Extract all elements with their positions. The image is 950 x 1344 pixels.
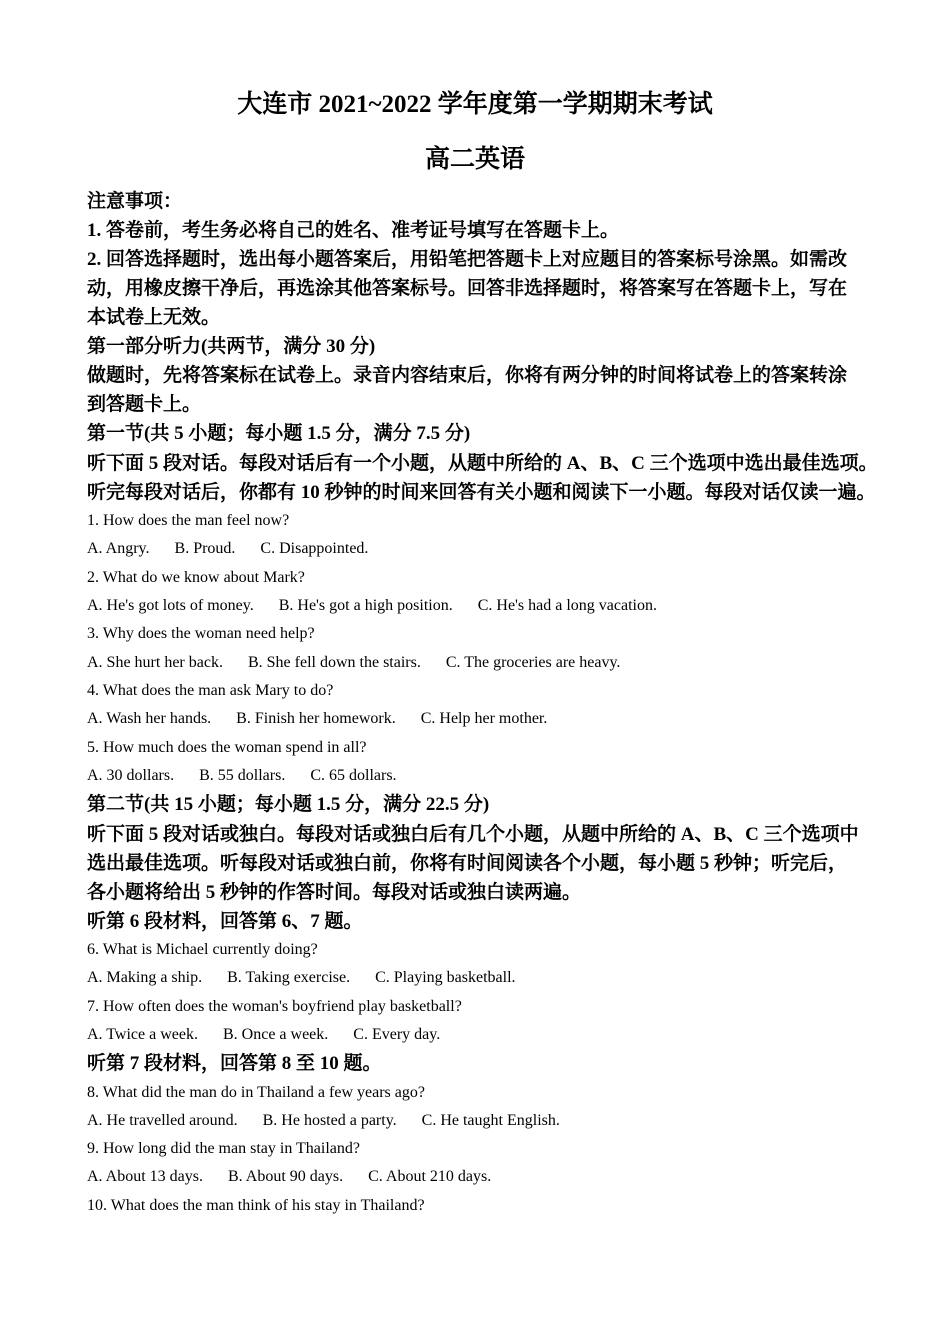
question-1-option-a: A. Angry. bbox=[87, 540, 150, 557]
question-7-option-b: B. Once a week. bbox=[222, 1026, 329, 1043]
section1-heading: 第一节(共 5 小题；每小题 1.5 分，满分 7.5 分) bbox=[87, 423, 471, 444]
question-3-option-b: B. She fell down the stairs. bbox=[247, 654, 421, 671]
question-8-option-c: C. He taught English. bbox=[421, 1112, 560, 1129]
notice-item-2-line-2: 动，用橡皮擦干净后，再选涂其他答案标号。回答非选择题时，将答案写在答题卡上，写在 bbox=[87, 278, 848, 299]
question-9-option-a: A. About 13 days. bbox=[87, 1168, 203, 1185]
section1-instructions-line-2: 听完每段对话后，你都有 10 秒钟的时间来回答有关小题和阅读下一小题。每段对话仅读一遍。 bbox=[87, 482, 876, 503]
question-9-option-c: C. About 210 days. bbox=[368, 1168, 492, 1185]
question-3-option-c: C. The groceries are heavy. bbox=[445, 654, 621, 671]
question-8: 8. What did the man do in Thailand a few years ago? bbox=[87, 1084, 425, 1101]
section2-heading: 第二节(共 15 小题；每小题 1.5 分，满分 22.5 分) bbox=[87, 794, 490, 815]
question-5-option-a: A. 30 dollars. bbox=[87, 767, 175, 784]
question-4-options bbox=[87, 708, 547, 730]
section2-instructions-line-3: 各小题将给出 5 秒钟的作答时间。每段对话或独白读两遍。 bbox=[87, 882, 582, 903]
section2-instructions-line-2: 选出最佳选项。听每段对话或独白前，你将有时间阅读各个小题，每小题 5 秒钟；听完后， bbox=[87, 853, 848, 874]
question-5-options bbox=[87, 765, 397, 787]
question-5: 5. How much does the woman spend in all? bbox=[87, 739, 367, 756]
question-6: 6. What is Michael currently doing? bbox=[87, 941, 318, 958]
question-2-option-a: A. He's got lots of money. bbox=[87, 597, 254, 614]
question-8-options bbox=[87, 1110, 560, 1132]
exam-subtitle: 高二英语 bbox=[424, 146, 525, 173]
question-8-option-b: B. He hosted a party. bbox=[262, 1112, 397, 1129]
question-9: 9. How long did the man stay in Thailand? bbox=[87, 1140, 360, 1157]
notice-item-2-line-1: 2. 回答选择题时，选出每小题答案后，用铅笔把答题卡上对应题目的答案标号涂黑。如需改 bbox=[87, 249, 848, 270]
question-8-option-a: A. He travelled around. bbox=[87, 1112, 238, 1129]
question-4-option-c: C. Help her mother. bbox=[420, 710, 548, 727]
question-1-option-c: C. Disappointed. bbox=[260, 540, 369, 557]
question-2-option-b: B. He's got a high position. bbox=[278, 597, 453, 614]
question-1-option-b: B. Proud. bbox=[174, 540, 236, 557]
question-5-option-b: B. 55 dollars. bbox=[199, 767, 286, 784]
question-4: 4. What does the man ask Mary to do? bbox=[87, 682, 334, 699]
question-3-options bbox=[87, 652, 620, 674]
part1-instructions-line-1: 做题时，先将答案标在试卷上。录音内容结束后，你将有两分钟的时间将试卷上的答案转涂 bbox=[87, 365, 848, 386]
question-3-option-a: A. She hurt her back. bbox=[87, 654, 223, 671]
question-3: 3. Why does the woman need help? bbox=[87, 625, 315, 642]
question-1: 1. How does the man feel now? bbox=[87, 512, 290, 529]
question-10: 10. What does the man think of his stay in Thailand? bbox=[87, 1197, 425, 1214]
question-7-option-a: A. Twice a week. bbox=[87, 1026, 198, 1043]
question-2-options bbox=[87, 595, 657, 617]
notice-heading: 注意事项： bbox=[87, 191, 183, 212]
question-4-option-a: A. Wash her hands. bbox=[87, 710, 212, 727]
question-7-options bbox=[87, 1024, 440, 1046]
section1-instructions-line-1: 听下面 5 段对话。每段对话后有一个小题，从题中所给的 A、B、C 三个选项中选出最佳选项。 bbox=[87, 453, 878, 474]
notice-item-2-line-3: 本试卷上无效。 bbox=[87, 307, 221, 328]
part1-instructions-line-2: 到答题卡上。 bbox=[87, 394, 202, 415]
question-1-options bbox=[87, 538, 368, 560]
question-7-option-c: C. Every day. bbox=[353, 1026, 441, 1043]
question-5-option-c: C. 65 dollars. bbox=[310, 767, 397, 784]
question-9-options bbox=[87, 1166, 491, 1188]
section2-instructions-line-1: 听下面 5 段对话或独白。每段对话或独白后有几个小题，从题中所给的 A、B、C 三个选项中 bbox=[87, 824, 859, 845]
question-6-option-c: C. Playing basketball. bbox=[375, 969, 516, 986]
question-7: 7. How often does the woman's boyfriend play basketball? bbox=[87, 998, 462, 1015]
question-2-option-c: C. He's had a long vacation. bbox=[477, 597, 657, 614]
question-6-option-a: A. Making a ship. bbox=[87, 969, 203, 986]
question-4-option-b: B. Finish her homework. bbox=[236, 710, 396, 727]
material-6-heading: 听第 6 段材料，回答第 6、7 题。 bbox=[87, 911, 363, 932]
notice-item-1: 1. 答卷前，考生务必将自己的姓名、准考证号填写在答题卡上。 bbox=[87, 220, 620, 241]
question-6-option-b: B. Taking exercise. bbox=[227, 969, 351, 986]
part1-heading: 第一部分听力(共两节，满分 30 分) bbox=[87, 336, 376, 357]
question-6-options bbox=[87, 967, 516, 989]
question-2: 2. What do we know about Mark? bbox=[87, 569, 305, 586]
question-9-option-b: B. About 90 days. bbox=[228, 1168, 344, 1185]
material-7-heading: 听第 7 段材料，回答第 8 至 10 题。 bbox=[87, 1053, 382, 1074]
exam-title: 大连市 2021~2022 学年度第一学期期末考试 bbox=[237, 91, 713, 118]
